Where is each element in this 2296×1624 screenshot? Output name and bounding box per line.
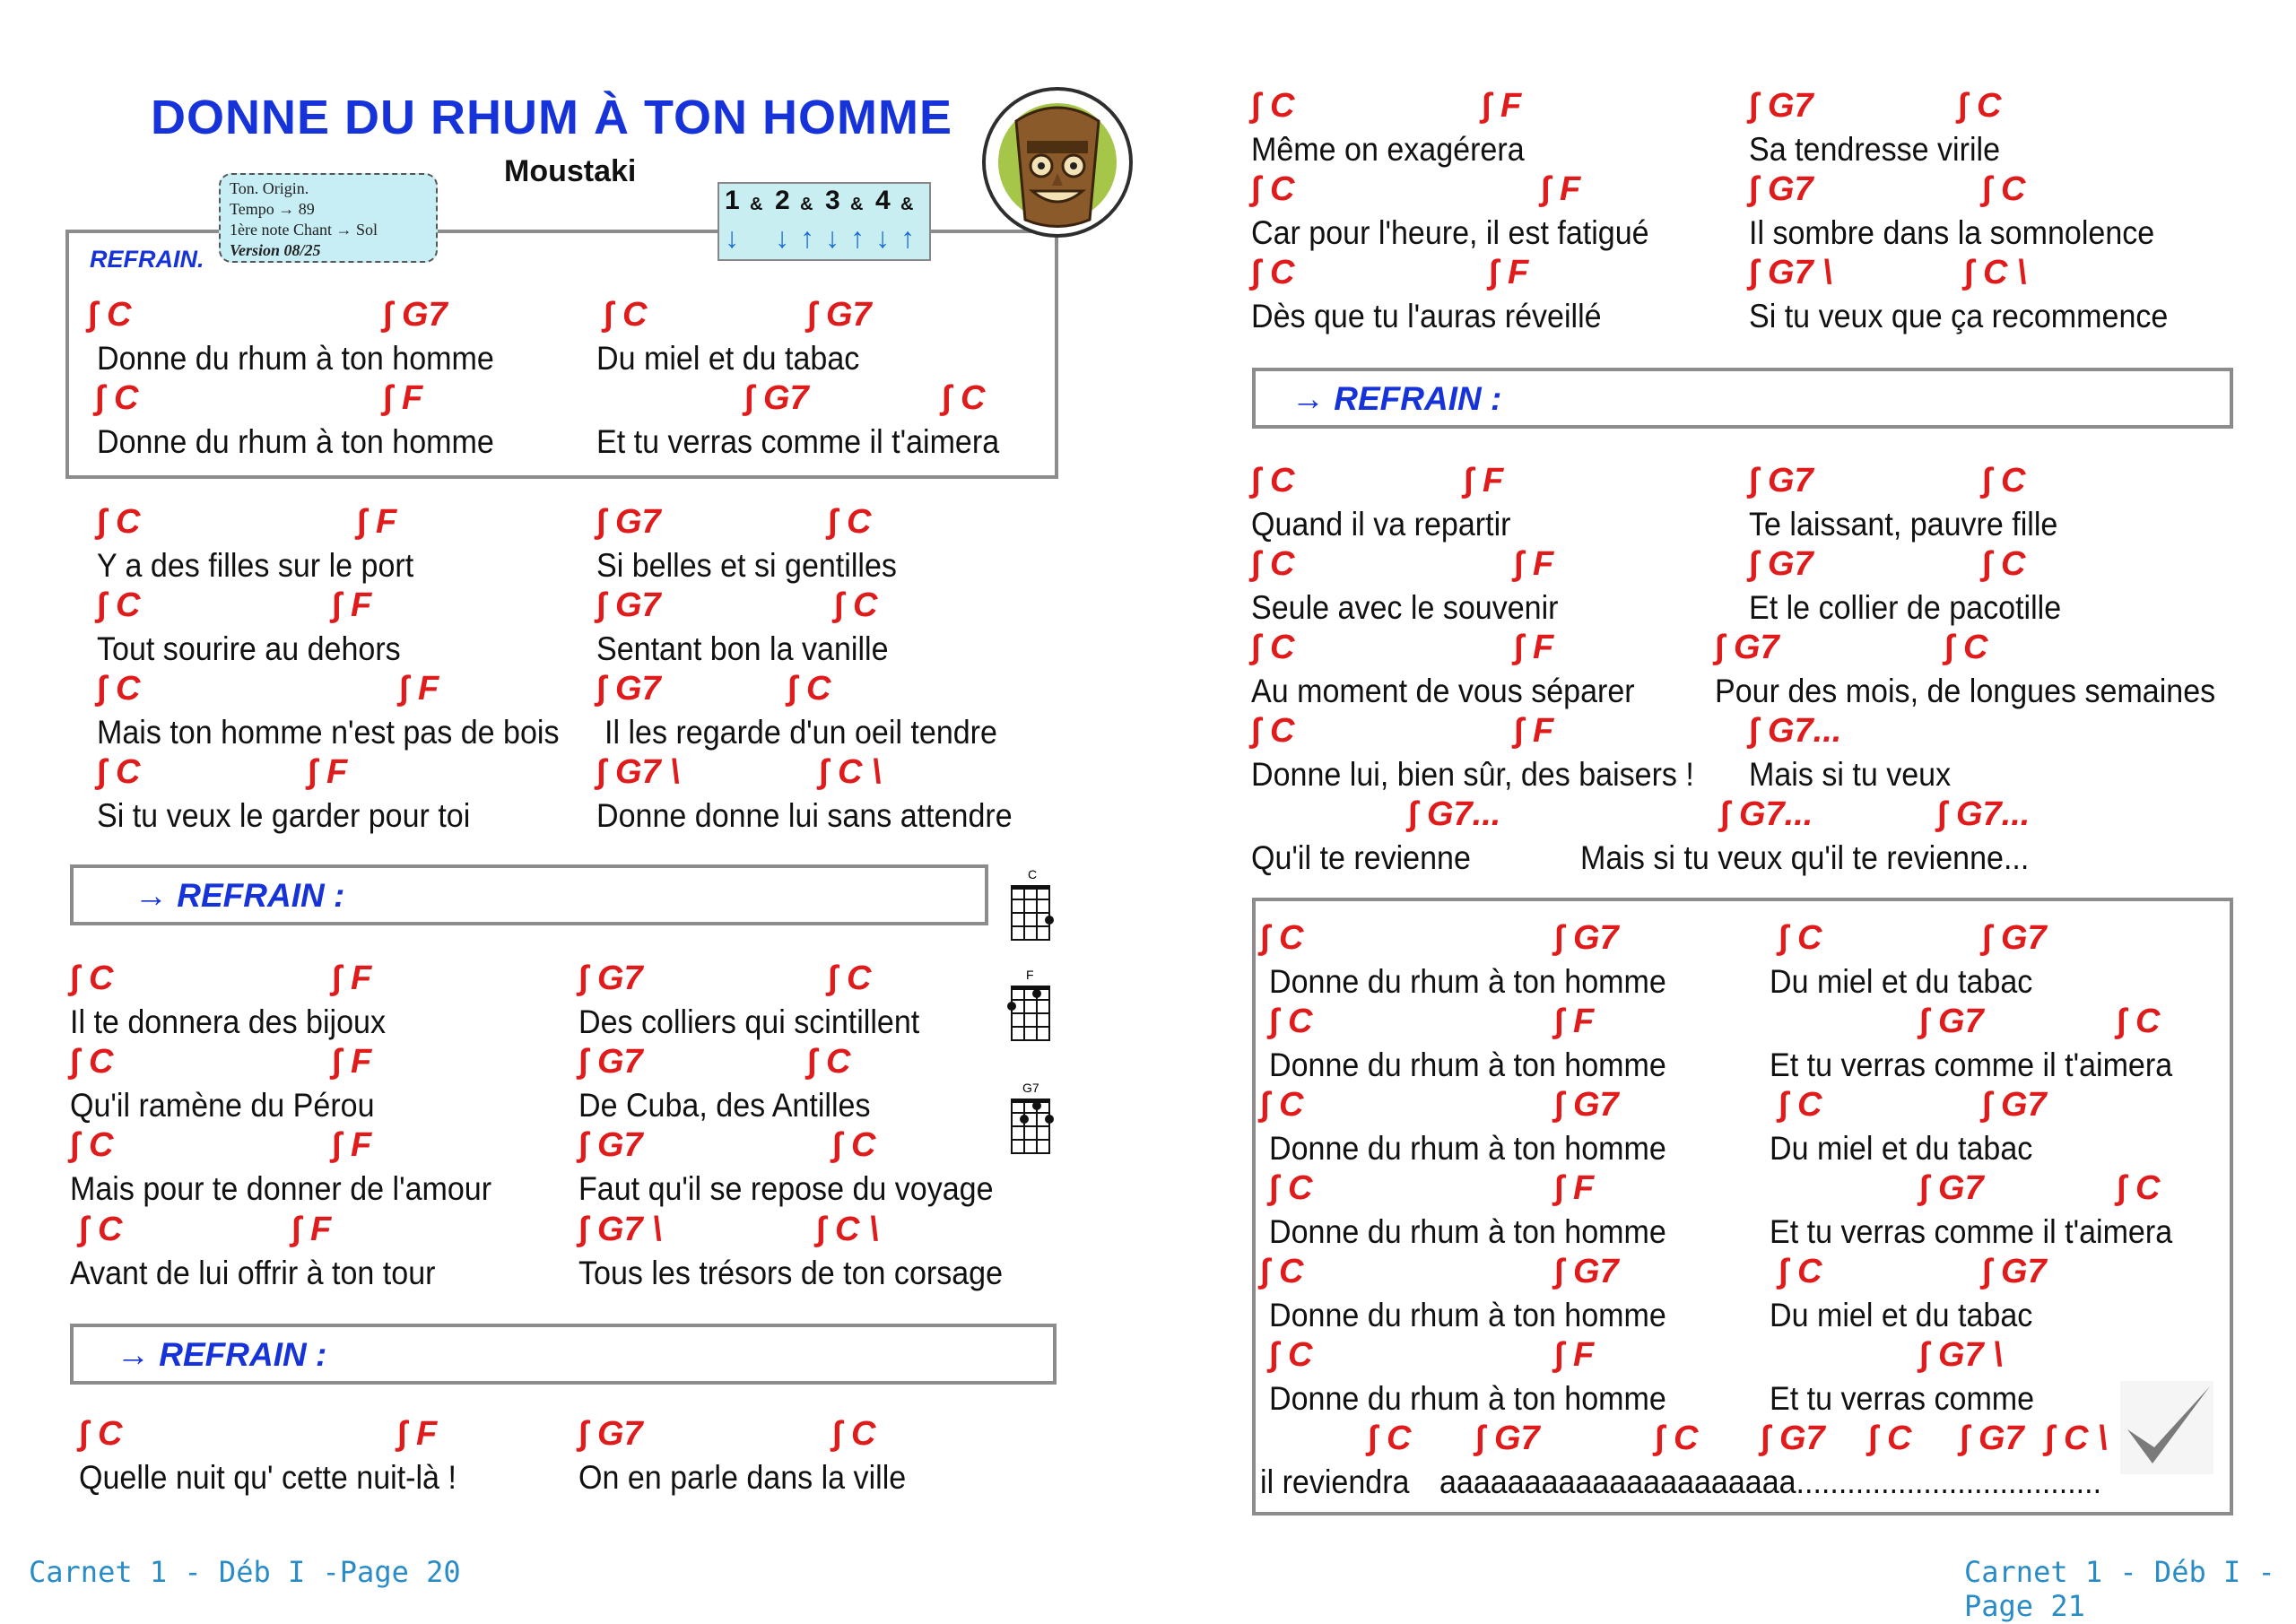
chord-label: ∫ C [95,379,139,417]
chord-label: ∫ C [1779,919,1822,957]
strum-arrow: ↑ [900,221,915,254]
svg-text:F: F [1026,968,1034,982]
lyric-line: Même on exagérera [1251,131,1525,168]
lyric-line: Mais si tu veux [1749,756,1952,793]
chord-label: ∫ C [1269,1336,1313,1374]
lyric-line: Il sombre dans la somnolence [1749,214,2155,251]
chord-label: ∫ F [397,1415,438,1453]
chord-label: ∫ G7... [1937,795,2031,833]
strum-beat: 2 [775,186,790,215]
chord-label: ∫ C [1251,545,1295,583]
lyric-line: Et tu verras comme il t'aimera [1770,1046,2173,1083]
chord-label: ∫ F [332,586,372,624]
chord-label: ∫ C [97,670,141,708]
chord-label: ∫ G7 [596,503,661,541]
lyric-line: Et tu verras comme il t'aimera [596,423,1000,460]
lyric-line: Mais si tu veux qu'il te revienne... [1580,839,2030,876]
chord-label: ∫ G7 [578,1126,643,1164]
chord-label: ∫ F [1514,545,1554,583]
lyric-line: Si tu veux que ça recommence [1749,298,2169,334]
chord-label: ∫ C [1251,629,1295,666]
chord-label: ∫ G7 [1715,629,1779,666]
chord-label: ∫ G7... [1408,795,1501,833]
chord-label: ∫ C [70,1043,114,1081]
lyric-line: Faut qu'il se repose du voyage [578,1170,994,1207]
chord-label: ∫ C [1868,1420,1912,1457]
lyric-line: Donne du rhum à ton homme [1269,1380,1666,1417]
lyric-line: Il les regarde d'un oeil tendre [604,714,997,751]
chord-label: ∫ G7 [1554,1253,1619,1290]
chord-label: ∫ C [1251,87,1295,125]
strum-pattern [718,182,931,261]
chord-label: ∫ G7 \ [596,753,680,791]
note-version: Version 08/25 [230,241,321,259]
chord-label: ∫ C [79,1211,123,1248]
chord-label: ∫ G7 [1749,462,1813,499]
chord-label: ∫ C [1260,1253,1304,1290]
lyric-line: Avant de lui offrir à ton tour [70,1255,436,1291]
lyric-line: Y a des filles sur le port [97,547,414,584]
lyric-line: Du miel et du tabac [1770,963,2033,1000]
chord-label: ∫ F [1554,1169,1595,1207]
lyric-line: Du miel et du tabac [1770,1297,2033,1333]
chord-label: ∫ C [1260,1086,1304,1124]
strum-beat: & [900,195,914,214]
note-tempo: Tempo → 89 [230,200,315,218]
song-title: DONNE DU RHUM À TON HOMME [151,91,952,144]
lyric-line: De Cuba, des Antilles [578,1087,871,1124]
chord-label: ∫ G7 \ [1749,254,1832,291]
lyric-line: Tout sourire au dehors [97,630,401,667]
strum-beat: 4 [875,186,891,215]
lyric-line: Du miel et du tabac [596,340,860,377]
chord-label: ∫ G7 [1554,1086,1619,1124]
chord-label: ∫ F [1514,712,1554,750]
lyric-line: aaaaaaaaaaaaaaaaaaaaa.................................... [1439,1463,2102,1500]
refrain-marker-1: → REFRAIN : [135,877,345,914]
chord-label: ∫ C [1982,462,2026,499]
chord-label: ∫ G7 [744,379,809,417]
chord-label: ∫ C [1251,170,1295,208]
chord-label: ∫ G7 [1749,170,1813,208]
chord-label: ∫ G7 [578,960,643,997]
chord-label: ∫ F [1554,1003,1595,1040]
chord-label: ∫ G7 [596,670,661,708]
lyric-line: Donne du rhum à ton homme [1269,963,1666,1000]
chord-label: ∫ G7... [1720,795,1813,833]
strum-arrows [723,221,929,261]
chord-label: ∫ C [604,296,648,334]
lyric-line: Tous les trésors de ton corsage [578,1255,1004,1291]
chord-label: ∫ C \ [2045,1420,2108,1457]
refrain-marker-2: → REFRAIN : [117,1336,327,1373]
chord-label: ∫ C \ [1964,254,2027,291]
chord-label: ∫ C [942,379,986,417]
chord-label: ∫ G7 [1475,1420,1540,1457]
chord-diagram-f [1007,968,1049,1040]
lyric-line: Quelle nuit qu' cette nuit-là ! [79,1459,457,1496]
chord-label: ∫ F [1554,1336,1595,1374]
lyric-line: Donne du rhum à ton homme [1269,1213,1666,1250]
lyric-line: Sa tendresse virile [1749,131,2001,168]
strum-arrow: ↓ [875,221,890,254]
song-info-note [219,173,438,263]
lyric-line: Donne du rhum à ton homme [1269,1130,1666,1167]
chord-label: ∫ C [1982,170,2026,208]
note-first-note: 1ère note Chant → Sol [230,221,378,239]
note-origin: Ton. Origin. [230,179,309,197]
chord-label: ∫ G7 [578,1415,643,1453]
chord-label: ∫ C [88,296,132,334]
lyric-line: Donne lui, bien sûr, des baisers ! [1251,756,1694,793]
lyric-line: Mais ton homme n'est pas de bois [97,714,560,751]
chord-label: ∫ C [1251,462,1295,499]
chord-label: ∫ C [1944,629,1988,666]
lyric-line: Qu'il te revienne [1251,839,1471,876]
chord-label: ∫ C [1251,254,1295,291]
lyric-line: Pour des mois, de longues semaines [1715,673,2216,709]
chord-label: ∫ C [828,960,872,997]
chord-diagram-g7 [1012,1081,1054,1153]
strum-arrow: ↓ [825,221,839,254]
strum-beat: & [750,195,763,214]
chord-label: ∫ C [2117,1003,2161,1040]
lyric-line: Et tu verras comme il t'aimera [1770,1213,2173,1250]
chord-label: ∫ F [1482,87,1522,125]
chord-label: ∫ C [97,503,141,541]
lyric-line: Te laissant, pauvre fille [1749,506,2058,543]
chord-label: ∫ C \ [819,753,882,791]
chord-label: ∫ C [1958,87,2002,125]
chord-label: ∫ C [1368,1420,1412,1457]
chord-label: ∫ F [291,1211,332,1248]
chord-label: ∫ C [1982,545,2026,583]
chord-label: ∫ C [834,586,878,624]
lyric-line: Seule avec le souvenir [1251,589,1559,626]
chord-label: ∫ G7 [1982,1086,2047,1124]
chord-label: ∫ G7 [1749,545,1813,583]
chord-diagram-c [1012,868,1054,940]
lyric-line: il reviendra [1260,1463,1410,1500]
chord-label: ∫ G7 [578,1043,643,1081]
chord-label: ∫ C [828,503,872,541]
lyric-line: Au moment de vous séparer [1251,673,1635,709]
refrain-marker-3: → REFRAIN : [1292,380,1502,417]
chord-label: ∫ G7 [1982,919,2047,957]
strum-beats [723,186,929,221]
chord-label: ∫ C [2117,1169,2161,1207]
checkmark-icon [2117,1377,2217,1478]
chord-label: ∫ G7 [1749,87,1813,125]
chord-label: ∫ G7 [1919,1003,1984,1040]
chord-label: ∫ G7 [1919,1169,1984,1207]
chord-label: ∫ C [1260,919,1304,957]
lyric-line: Dès que tu l'auras réveillé [1251,298,1602,334]
lyric-line: Si tu veux le garder pour toi [97,797,471,834]
chord-label: ∫ G7 [596,586,661,624]
chord-label: ∫ F [308,753,348,791]
chord-label: ∫ C [787,670,831,708]
chord-label: ∫ C [1251,712,1295,750]
lyric-line: Si belles et si gentilles [596,547,897,584]
lyric-line: Des colliers qui scintillent [578,1003,920,1040]
svg-text:G7: G7 [1022,1081,1039,1095]
refrain-label-small: REFRAIN. [90,246,204,273]
lyric-line: Quand il va repartir [1251,506,1511,543]
chord-label: ∫ F [383,379,423,417]
strum-beat: & [800,195,813,214]
chord-label: ∫ F [1489,254,1529,291]
strum-beat: & [850,195,864,214]
footer-left: Carnet 1 - Déb I -Page 20 [29,1555,461,1589]
lyric-line: Sentant bon la vanille [596,630,889,667]
chord-label: ∫ F [1464,462,1504,499]
lyric-line: Donne donne lui sans attendre [596,797,1013,834]
chord-label: ∫ F [332,1043,372,1081]
chord-label: ∫ G7 [383,296,448,334]
chord-label: ∫ C [70,1126,114,1164]
chord-label: ∫ F [357,503,397,541]
chord-label: ∫ G7 [1982,1253,2047,1290]
chord-label: ∫ C [1779,1253,1822,1290]
chord-label: ∫ C [807,1043,851,1081]
chord-label: ∫ F [1514,629,1554,666]
song-artist: Moustaki [504,154,637,188]
chord-label: ∫ F [399,670,439,708]
strum-arrow: ↓ [775,221,789,254]
chord-diagrams [1003,868,1060,1191]
chord-label: ∫ F [1541,170,1581,208]
lyric-line: Donne du rhum à ton homme [97,423,494,460]
lyric-line: Donne du rhum à ton homme [97,340,494,377]
chord-label: ∫ C [1655,1420,1699,1457]
lyric-line: Donne du rhum à ton homme [1269,1297,1666,1333]
lyric-line: Du miel et du tabac [1770,1130,2033,1167]
chord-label: ∫ G7 [1960,1420,2024,1457]
lyric-line: Il te donnera des bijoux [70,1003,386,1040]
strum-beat: 3 [825,186,840,215]
chord-label: ∫ G7 [1761,1420,1825,1457]
chord-label: ∫ C [1779,1086,1822,1124]
chord-label: ∫ G7 [1554,919,1619,957]
chord-label: ∫ C \ [816,1211,879,1248]
chord-label: ∫ C [1269,1169,1313,1207]
chord-label: ∫ G7 [807,296,872,334]
chord-label: ∫ C [70,960,114,997]
chord-label: ∫ G7... [1749,712,1842,750]
chord-label: ∫ G7 \ [578,1211,662,1248]
lyric-line: On en parle dans la ville [578,1459,907,1496]
strum-arrow: ↓ [725,221,739,254]
chord-label: ∫ F [332,960,372,997]
lyric-line: Mais pour te donner de l'amour [70,1170,492,1207]
ukulele-logo [980,85,1135,239]
footer-right: Carnet 1 - Déb I -Page 21 [1964,1555,2275,1623]
chord-label: ∫ F [332,1126,372,1164]
svg-text:C: C [1028,868,1038,881]
chord-label: ∫ C [1269,1003,1313,1040]
chord-label: ∫ C [832,1126,876,1164]
chord-label: ∫ C [832,1415,876,1453]
chord-label: ∫ C [79,1415,123,1453]
strum-arrow: ↑ [850,221,865,254]
lyric-line: Donne du rhum à ton homme [1269,1046,1666,1083]
chord-label: ∫ G7 \ [1919,1336,2003,1374]
chord-label: ∫ C [97,753,141,791]
strum-arrow: ↑ [800,221,814,254]
strum-beat: 1 [725,186,740,215]
lyric-line: Et tu verras comme [1770,1380,2035,1417]
lyric-line: Car pour l'heure, il est fatigué [1251,214,1649,251]
lyric-line: Qu'il ramène du Pérou [70,1087,375,1124]
chord-label: ∫ C [97,586,141,624]
lyric-line: Et le collier de pacotille [1749,589,2062,626]
